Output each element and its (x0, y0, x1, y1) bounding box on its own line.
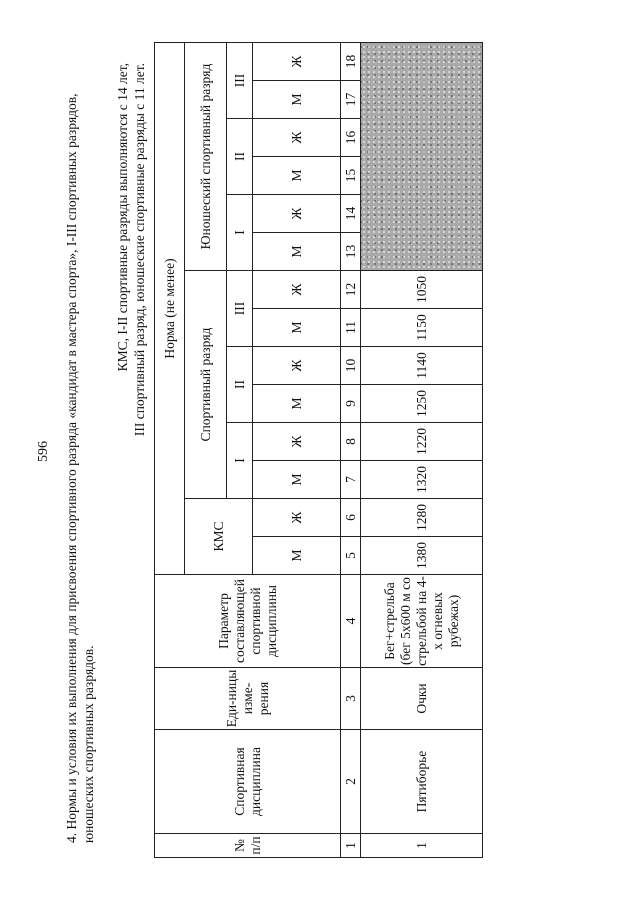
age-note-line-2: III спортивный разряд, юношеские спортивные разряды с 11 лет. (132, 63, 147, 437)
col-number: 15 (341, 157, 361, 195)
col-number: 6 (341, 499, 361, 537)
page-number: 596 (36, 441, 51, 462)
norms-table (154, 42, 483, 858)
header-sport-2-m: М (253, 385, 341, 423)
header-units: Еди-ницы изме-рения (155, 668, 341, 730)
header-discipline: Спортивная дисциплина (155, 730, 341, 834)
value-kms-zh: 1280 (361, 499, 483, 537)
col-number: 16 (341, 119, 361, 157)
col-number: 18 (341, 43, 361, 81)
header-kms-zh: Ж (253, 499, 341, 537)
header-sport-rank-1: I (227, 423, 253, 499)
value-sport-2-zh: 1140 (361, 347, 483, 385)
header-youth-2-m: М (253, 157, 341, 195)
col-number: 13 (341, 233, 361, 271)
col-number: 3 (341, 668, 361, 730)
col-number: 5 (341, 537, 361, 575)
row-parameter: Бег+стрельба (бег 5х600 м со стрельбой на 4-х огневых рубежах) (361, 575, 483, 668)
header-youth-rank-3: III (227, 43, 253, 119)
value-sport-3-m: 1150 (361, 309, 483, 347)
youth-values-shaded (361, 43, 483, 271)
header-sport-3-m: М (253, 309, 341, 347)
col-number: 8 (341, 423, 361, 461)
col-number: 10 (341, 347, 361, 385)
row-discipline: Пятиборье (361, 730, 483, 834)
value-sport-1-m: 1320 (361, 461, 483, 499)
header-norm: Норма (не менее) (155, 43, 185, 575)
age-note-line-1: КМС, I-II спортивные разряды выполняются с 14 лет, (115, 63, 130, 372)
header-number: № п/п (155, 834, 341, 858)
col-number: 12 (341, 271, 361, 309)
header-sport-rank: Спортивный разряд (185, 271, 227, 499)
header-sport-rank-2: II (227, 347, 253, 423)
header-youth-3-m: М (253, 81, 341, 119)
header-sport-rank-3: III (227, 271, 253, 347)
header-youth-rank: Юношеский спортивный разряд (185, 43, 227, 271)
row-number: 1 (361, 834, 483, 858)
header-kms: КМС (185, 499, 253, 575)
row-units: Очки (361, 668, 483, 730)
col-number: 2 (341, 730, 361, 834)
header-youth-2-zh: Ж (253, 119, 341, 157)
value-sport-1-zh: 1220 (361, 423, 483, 461)
col-number: 7 (341, 461, 361, 499)
age-note (114, 63, 148, 753)
col-number: 11 (341, 309, 361, 347)
value-sport-3-zh: 1050 (361, 271, 483, 309)
header-youth-3-zh: Ж (253, 43, 341, 81)
value-sport-2-m: 1250 (361, 385, 483, 423)
col-number: 4 (341, 575, 361, 668)
value-kms-m: 1380 (361, 537, 483, 575)
col-number: 17 (341, 81, 361, 119)
header-kms-m: М (253, 537, 341, 575)
col-number: 14 (341, 195, 361, 233)
header-youth-rank-2: II (227, 119, 253, 195)
header-youth-rank-1: I (227, 195, 253, 271)
header-sport-1-m: М (253, 461, 341, 499)
col-number: 9 (341, 385, 361, 423)
col-number: 1 (341, 834, 361, 858)
header-parameter: Параметр составляющей спортивной дисциплины (155, 575, 341, 668)
header-youth-1-m: М (253, 233, 341, 271)
header-sport-2-zh: Ж (253, 347, 341, 385)
header-sport-3-zh: Ж (253, 271, 341, 309)
header-youth-1-zh: Ж (253, 195, 341, 233)
section-heading: 4. Нормы и условия их выполнения для присвоения спортивного разряда «кандидат в мастера спорта», I-III спортивных разрядов, юношеских спортивных разрядов. (64, 93, 96, 843)
header-sport-1-zh: Ж (253, 423, 341, 461)
